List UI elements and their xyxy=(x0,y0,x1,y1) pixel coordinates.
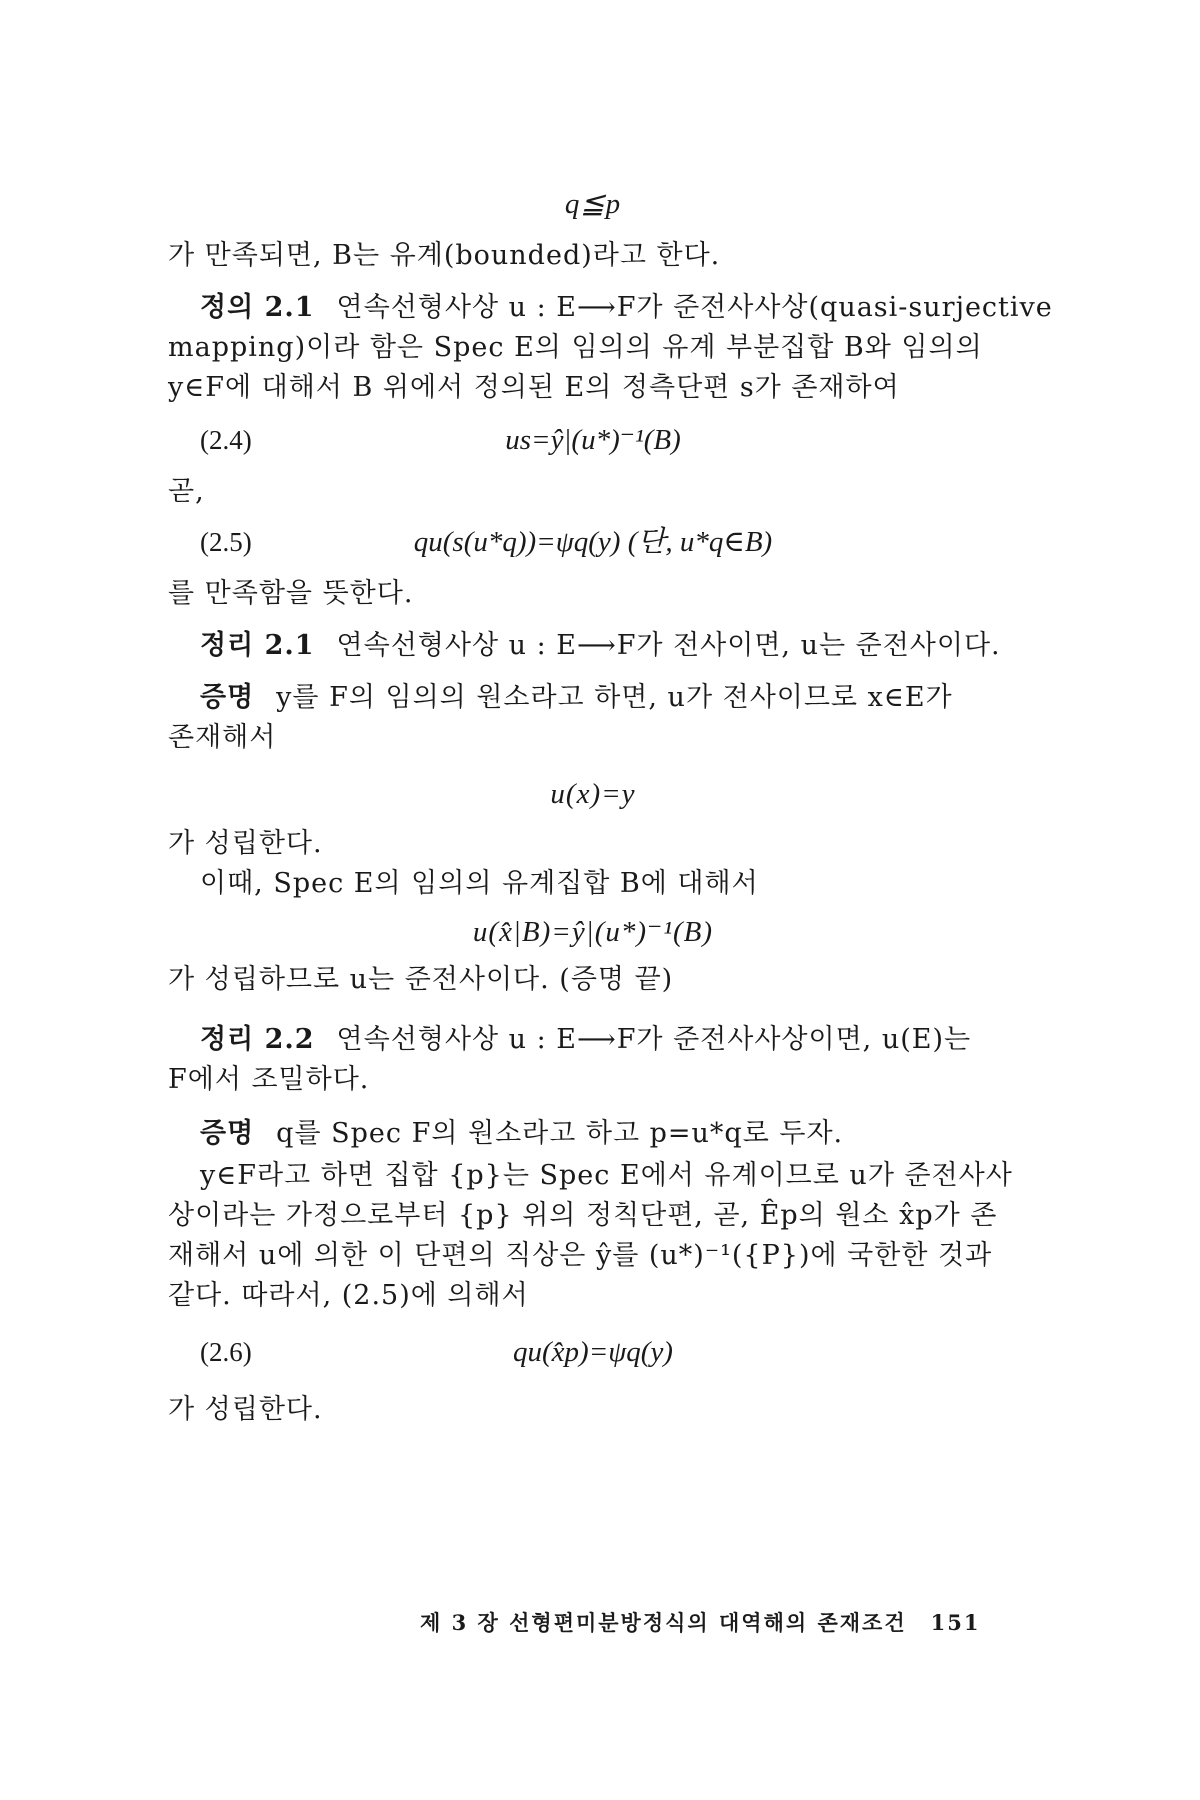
theorem-label: 정리 2.2 xyxy=(200,1024,315,1055)
theorem-line xyxy=(200,628,1018,664)
definition-line: mapping)이라 함은 Spec E의 임의의 유계 부분집합 B와 임의의 xyxy=(168,332,983,363)
text-line: 곧, xyxy=(168,476,205,507)
equation-number: (2.6) xyxy=(200,1337,252,1367)
definition-label: 정의 2.1 xyxy=(200,292,315,323)
equation: qu(s(u*q))=ψq(y) (단, u*q∈B) xyxy=(413,526,773,558)
proof-line: 재해서 u에 의한 이 단편의 직상은 ŷ를 (u*)⁻¹({P})에 국한한 것과 xyxy=(168,1240,993,1271)
chapter-title: 제 3 장 선형편미분방정식의 대역해의 존재조건 xyxy=(420,1610,907,1635)
text-line: 가 성립하므로 u는 준전사이다. (증명 끝) xyxy=(168,964,674,995)
theorem-label: 정리 2.1 xyxy=(200,630,315,661)
proof-line: 상이라는 가정으로부터 {p} 위의 정칙단편, 곧, Êp의 원소 x̂p가 존 xyxy=(168,1200,998,1231)
page-number: 151 xyxy=(930,1610,981,1635)
definition-text: 연속선형사상 u : E⟶F가 준전사사상(quasi-surjective xyxy=(336,292,1053,323)
proof-label: 증명 xyxy=(200,682,255,713)
equation: u(x̂|B)=ŷ|(u*)⁻¹(B) xyxy=(472,916,714,948)
equation-number: (2.5) xyxy=(200,527,252,557)
proof-line: 같다. 따라서, (2.5)에 의해서 xyxy=(168,1280,529,1311)
text-line: 가 성립한다. xyxy=(168,1394,323,1425)
inequality-line: q≦p xyxy=(564,188,622,220)
proof-line xyxy=(200,680,1018,716)
equation: qu(x̂p)=ψq(y) xyxy=(513,1336,673,1368)
running-footer xyxy=(420,1607,980,1637)
proof-line: y∈F라고 하면 집합 {p}는 Spec E에서 유계이므로 u가 준전사사 xyxy=(200,1160,1013,1191)
text-line: 가 성립한다. xyxy=(168,828,323,859)
equation: us=ŷ|(u*)⁻¹(B) xyxy=(505,424,681,456)
proof-line: 존재해서 xyxy=(168,722,277,753)
proof-line xyxy=(200,1116,1018,1152)
text-line: 를 만족함을 뜻한다. xyxy=(168,578,414,609)
theorem-text: 연속선형사상 u : E⟶F가 준전사사상이면, u(E)는 xyxy=(336,1024,972,1055)
theorem-line xyxy=(200,1022,1018,1058)
equation: u(x)=y xyxy=(550,778,636,810)
proof-label: 증명 xyxy=(200,1118,255,1149)
theorem-text: 연속선형사상 u : E⟶F가 전사이면, u는 준전사이다. xyxy=(336,630,1001,661)
text-line: 가 만족되면, B는 유계(bounded)라고 한다. xyxy=(168,240,721,271)
theorem-line: F에서 조밀하다. xyxy=(168,1064,370,1095)
equation-number: (2.4) xyxy=(200,425,252,455)
text-line: 이때, Spec E의 임의의 유계집합 B에 대해서 xyxy=(200,868,759,899)
definition-line: y∈F에 대해서 B 위에서 정의된 E의 정측단편 s가 존재하여 xyxy=(168,372,900,403)
proof-text: y를 F의 임의의 원소라고 하면, u가 전사이므로 x∈E가 xyxy=(276,682,953,713)
proof-text: q를 Spec F의 원소라고 하고 p=u*q로 두자. xyxy=(276,1118,844,1149)
definition-line xyxy=(200,290,1053,326)
